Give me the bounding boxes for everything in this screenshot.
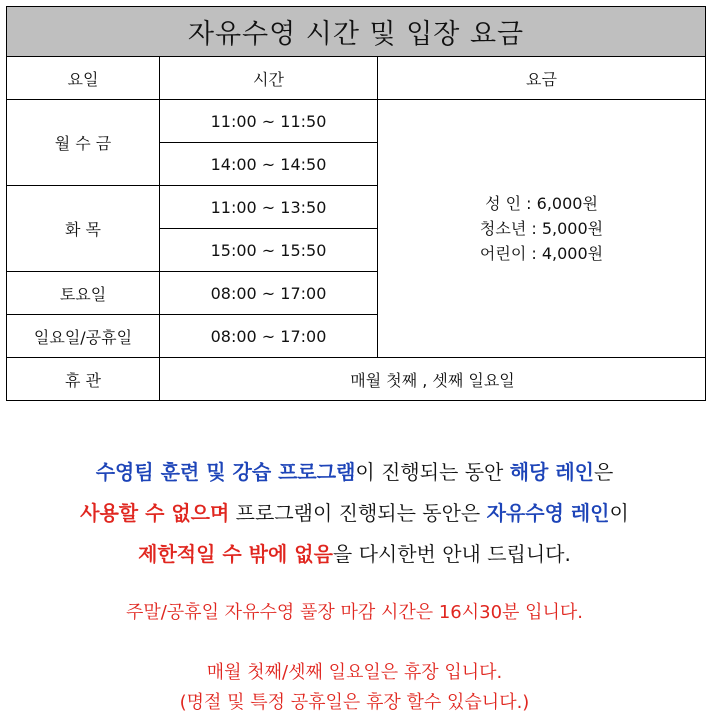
notice-highlight: 해당 레인 — [509, 460, 594, 484]
notice-text: 은 — [593, 460, 614, 484]
time-slot: 15:00 ~ 15:50 — [160, 229, 378, 272]
notice-text: 이 진행되는 동안 — [355, 460, 510, 484]
notice-text: 을 다시한번 안내 드립니다. — [332, 542, 571, 566]
notice-highlight: 자유수영 레인 — [486, 501, 610, 525]
time-slot: 11:00 ~ 13:50 — [160, 186, 378, 229]
notice-line-2 — [0, 493, 709, 534]
day-tue-thu: 화 목 — [7, 186, 160, 272]
monthly-close-notice: 매월 첫째/셋째 일요일은 휴장 입니다. — [206, 662, 503, 683]
notice-line-1 — [0, 452, 709, 493]
fee-cell — [378, 100, 706, 358]
closed-label: 휴 관 — [7, 358, 160, 401]
notice-text: 이 — [609, 501, 629, 525]
fee-youth: 청소년 : 5,000원 — [479, 219, 604, 238]
header-fee: 요금 — [378, 57, 706, 100]
fee-adult: 성 인 : 6,000원 — [485, 194, 598, 213]
day-saturday: 토요일 — [7, 272, 160, 315]
day-sunday-holiday: 일요일/공휴일 — [7, 315, 160, 358]
time-slot: 14:00 ~ 14:50 — [160, 143, 378, 186]
time-slot: 11:00 ~ 11:50 — [160, 100, 378, 143]
header-day: 요일 — [7, 57, 160, 100]
table-title: 자유수영 시간 및 입장 요금 — [7, 7, 706, 57]
fee-child: 어린이 : 4,000원 — [479, 244, 604, 263]
day-mon-wed-fri: 월 수 금 — [7, 100, 160, 186]
weekend-close-notice: 주말/공휴일 자유수영 풀장 마감 시간은 16시30분 입니다. — [125, 602, 584, 623]
holiday-close-notice: (명절 및 특정 공휴일은 휴장 할수 있습니다.) — [179, 692, 530, 713]
schedule-table — [6, 6, 706, 401]
notice-text: 프로그램이 진행되는 동안은 — [229, 501, 487, 525]
header-time: 시간 — [160, 57, 378, 100]
closed-value: 매월 첫째 , 셋째 일요일 — [160, 358, 706, 401]
time-slot: 08:00 ~ 17:00 — [160, 272, 378, 315]
notice-block — [0, 452, 709, 575]
notice-highlight: 수영팀 훈련 및 강습 프로그램 — [95, 460, 356, 484]
time-slot: 08:00 ~ 17:00 — [160, 315, 378, 358]
notice-line-3 — [0, 534, 709, 575]
notice-warning: 제한적일 수 밖에 없음 — [138, 542, 333, 566]
notice-warning: 사용할 수 없으며 — [80, 501, 230, 525]
